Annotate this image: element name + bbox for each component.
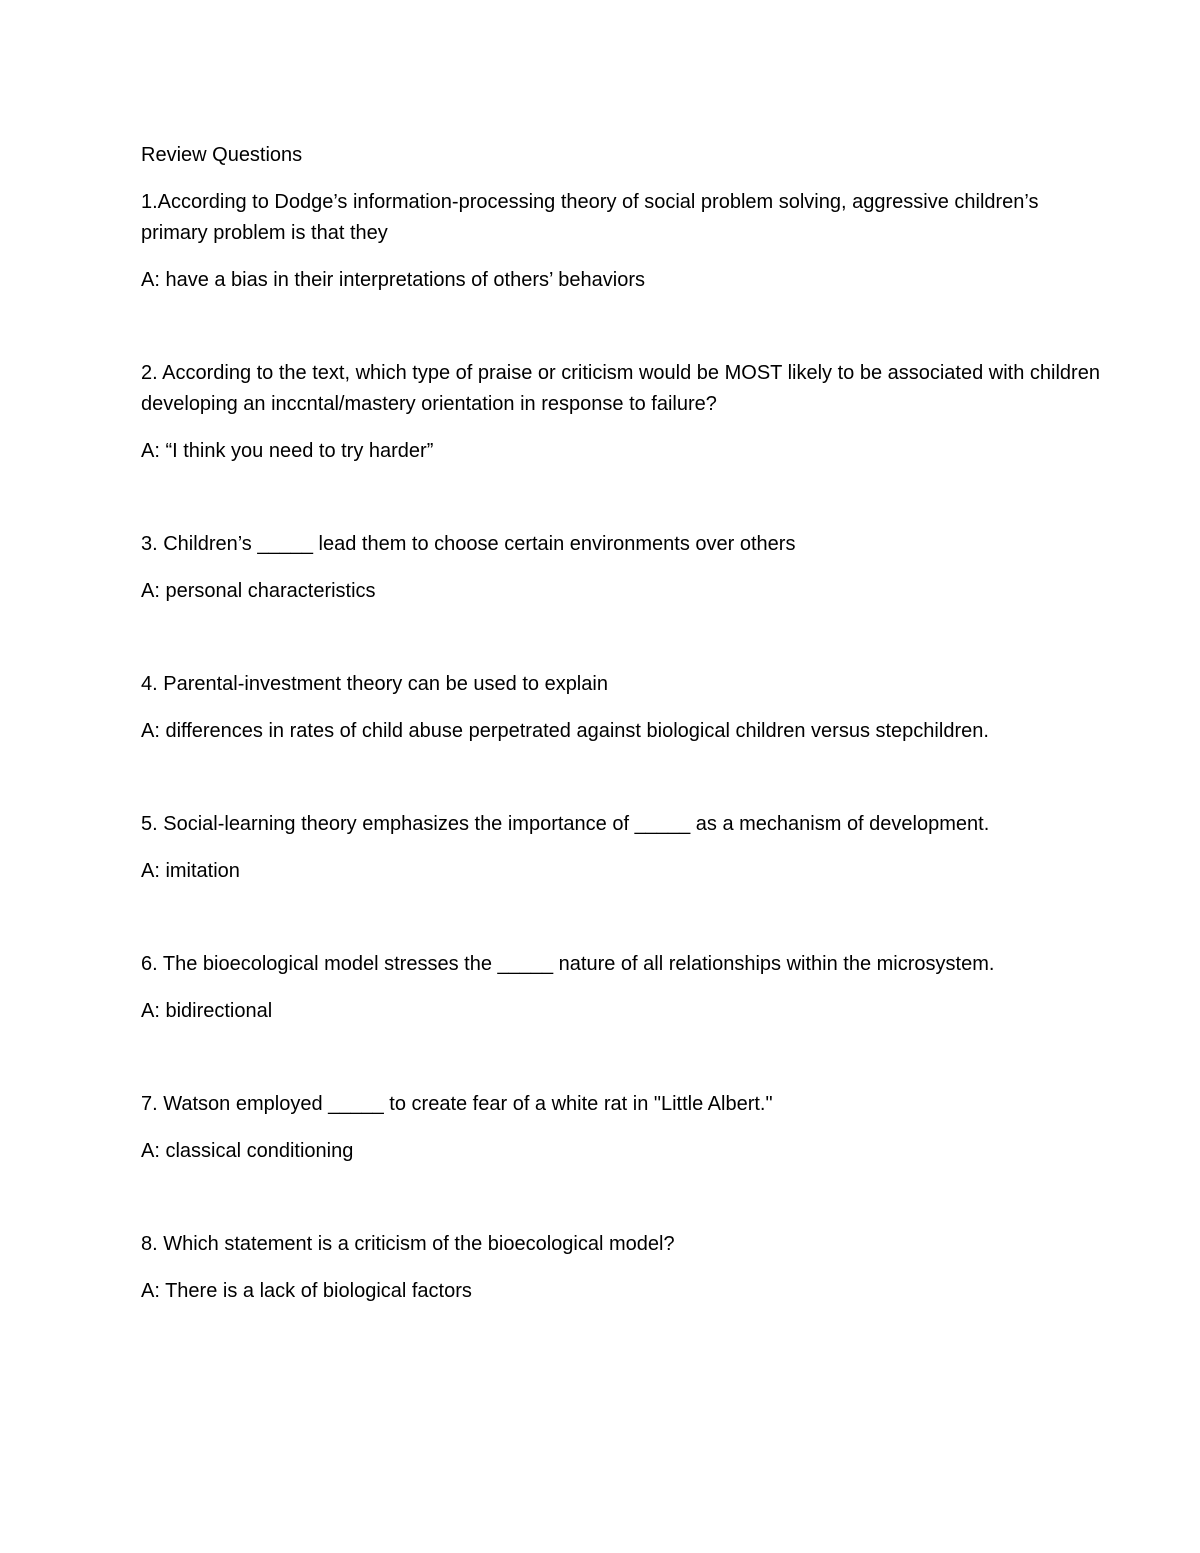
question-text: 6. The bioecological model stresses the _____ nature of all relationships within the microsystem. — [141, 953, 995, 975]
answer-text: A: differences in rates of child abuse perpetrated against biological children versus stepchildren. — [141, 720, 989, 742]
question-block-8 — [141, 1229, 1101, 1307]
answer-text: A: have a bias in their interpretations of others’ behaviors — [141, 269, 645, 291]
answer-text: A: imitation — [141, 860, 240, 882]
page-title: Review Questions — [141, 144, 303, 166]
answer-text: A: There is a lack of biological factors — [141, 1280, 472, 1302]
answer-text: A: personal characteristics — [141, 580, 376, 602]
question-block-7 — [141, 1089, 1101, 1167]
question-block-4 — [141, 669, 1101, 747]
question-block-3 — [141, 529, 1101, 607]
answer-text: A: bidirectional — [141, 1000, 273, 1022]
question-text: 8. Which statement is a criticism of the bioecological model? — [141, 1233, 675, 1255]
document-content — [141, 140, 1101, 1369]
question-block-6 — [141, 949, 1101, 1027]
question-text: 4. Parental-investment theory can be used to explain — [141, 673, 608, 695]
answer-text: A: “I think you need to try harder” — [141, 440, 434, 462]
question-block-1 — [141, 187, 1101, 296]
answer-text: A: classical conditioning — [141, 1140, 354, 1162]
question-text: 5. Social-learning theory emphasizes the importance of _____ as a mechanism of development. — [141, 813, 990, 835]
question-block-5 — [141, 809, 1101, 887]
question-block-2 — [141, 358, 1101, 467]
question-text: 3. Children’s _____ lead them to choose certain environments over others — [141, 533, 796, 555]
question-text: 1.According to Dodge’s information-processing theory of social problem solving, aggressive children’s primary problem is that they — [141, 191, 1039, 244]
question-text: 7. Watson employed _____ to create fear of a white rat in "Little Albert." — [141, 1093, 773, 1115]
question-text: 2. According to the text, which type of praise or criticism would be MOST likely to be associated with children developing an inccntal/mastery orientation in response to failure? — [141, 362, 1100, 415]
